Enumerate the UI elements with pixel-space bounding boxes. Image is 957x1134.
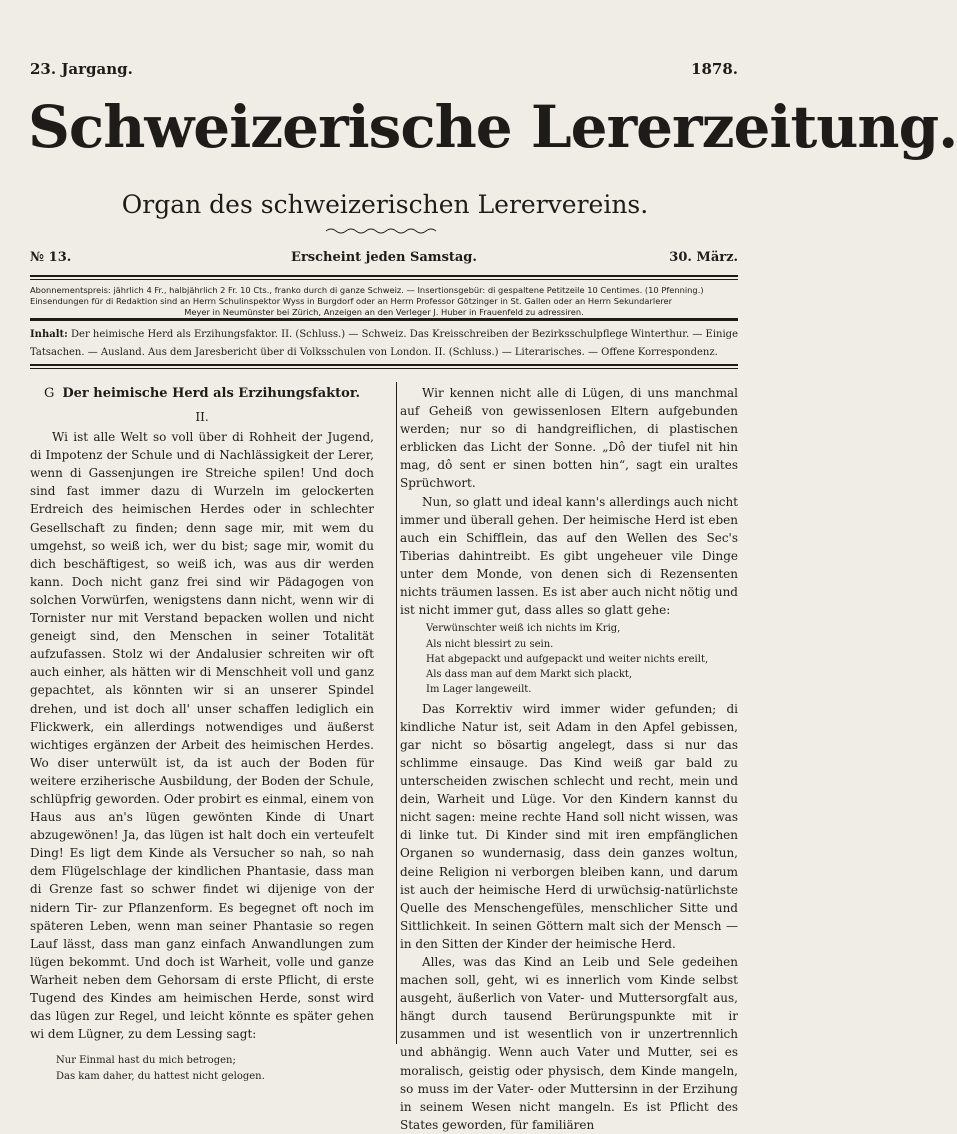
- verse-quote: [426, 621, 738, 697]
- year-label: 1878.: [691, 60, 738, 78]
- verse-line: Hat abgepackt und aufgepackt und weiter nichts ereilt,: [426, 653, 709, 665]
- article-part: II.: [195, 410, 209, 424]
- verse-line: Im Lager langeweilt.: [426, 684, 532, 696]
- verse-line: Nur Einmal hast du mich betrogen;: [56, 1055, 236, 1067]
- verse-quote: [56, 1053, 374, 1084]
- divider: [30, 279, 738, 280]
- notice-line: Meyer in Neumünster bei Zürich, Anzeigen an den Verleger J. Huber in Frauenfeld zu adressiren.: [184, 307, 584, 317]
- table-of-contents: [30, 326, 738, 362]
- issue-number: № 13.: [30, 250, 72, 265]
- divider: [30, 368, 738, 369]
- article-paragraph: Nun, so glatt und ideal kann's allerdings auch nicht immer und überall gehen. Der heimische Herd ist eben auch ein Schifflein, das auf den Wellen des Sec's Tiberias dahintreibt. Es gibt ungeheuer vile Dinge unter dem Monde, von denen sich di Rezensenten nichts träumen lassen. Es ist aber auch nicht nötig und ist nicht immer gut, dass alles so glatt gehe:: [400, 494, 738, 618]
- contents-label: Inhalt:: [30, 329, 68, 340]
- article-paragraph: Alles, was das Kind an Leib und Sele gedeihen machen soll, geht, wi es innerlich vom Kinde selbst ausgeht, äußerlich von Vater- und Muttersorgfalt aus, hängt durch tausend Berürungspunkte mit ir zusammen und ist wesentlich von ir unzertrennlich und abhängig. Wenn auch Vater und Mutter, sei es moralisch, geistig oder physisch, dem Kinde mangeln, so muss im der Vater- oder Muttersinn in der Erzihung in seinem Wesen nicht mangeln. Es ist Pflicht des States geworden, für familiären: [400, 955, 738, 1132]
- divider: [30, 318, 738, 321]
- contents-text: Der heimische Herd als Erzihungsfaktor. II. (Schluss.) — Schweiz. Das Kreisschreiben der Bezirksschulpflege Winterthur. — Einige Tatsachen. — Ausland. Aus dem Jaresbericht über di Volksschulen von London. II. (Schluss.) — Literarisches. — Offene Korrespondenz.: [30, 329, 738, 358]
- masthead-title: Schweizerische Lererzeitung.: [28, 93, 957, 161]
- article-title: Der heimische Herd als Erzihungsfaktor.: [62, 386, 361, 401]
- notice-line: Einsendungen für di Redaktion sind an Herrn Schulinspektor Wyss in Burgdorf oder an Herrn Professor Götzinger in St. Gallen oder an Herrn Sekundarlerer: [30, 296, 673, 306]
- article-column-left: [30, 384, 374, 1086]
- verse-line: Als dass man auf dem Markt sich plackt,: [426, 669, 633, 681]
- verse-line: Das kam daher, du hattest nicht gelogen.: [56, 1070, 265, 1082]
- article-paragraph: Wi ist alle Welt so voll über di Rohheit der Jugend, di Impotenz der Schule und di Nachlässigkeit der Lerer, wenn di Gassenjungen ire Streiche spilen! Und doch sind fast immer dazu di Wurzeln im gelockerten Erdreich des heimischen Herdes oder in schlechter Gesellschaft zu finden; denn sage mir, mit wem du umgehst, so weiß ich, wer du bist; sage mir, womit du dich beschäftigest, so weiß ich, was aus dir werden kann. Doch nicht ganz frei sind wir Pädagogen von solchen Vorwürfen, wenigstens dann nicht, wenn wir di Tornister nur mit Verstand bepacken wollen und nicht geneigt sind, den Menschen in seiner Totalität aufzufassen. Stolz wi der Andalusier schreiten wir oft auch einher, als hätten wir di Menschheit voll und ganz gepachtet, als könnten wir si an unserer Spindel drehen, und ist doch all' unser schaffen lediglich ein Flickwerk, ein allerdings notwendiges und äußerst wichtiges ergänzen der Arbeit des heimischen Herdes. Wo diser unterwült ist, da ist auch der Boden für weitere erziherische Ausbildung, der Boden der Schule, schlüpfrig geworden. Oder probirt es einmal, einem von Haus aus an's lügen gewönten Kinde di Unart abzugewönen! Ja, das lügen ist halt doch ein verteufelt Ding! Es ligt dem Kinde als Versucher so nah, so nah dem Flügelschlage der kindlichen Phantasie, dass man di Grenze fast so schwer findet wi dijenige von der nidern Tir- zur Pflanzenform. Es begegnet oft noch im späteren Leben, wenn man seiner Phantasie so regen Lauf lässt, dass man ganz einfach Anwandlungen zum lügen bekommt. Und doch ist Warheit, volle und ganze Warheit neben dem Gehorsam di erste Pflicht, di erste Tugend des Kindes am heimischen Herde, sonst wird das lügen zur Regel, und leicht könnte es später gehen wi dem Lügner, zu dem Lessing sagt:: [30, 430, 374, 1042]
- article-column-right: [400, 384, 738, 1134]
- article-paragraph: Wir kennen nicht alle di Lügen, di uns manchmal auf Geheiß von gewissenlosen Eltern aufgebunden werden; nur so di handgreiflichen, di plastischen erblicken das Licht der Sonne. „Dô der tiufel nit hin mag, dô sent er sinen botten hin“, sagt ein uraltes Sprüchwort.: [400, 386, 738, 491]
- divider: [30, 275, 738, 277]
- publication-frequency: Erscheint jeden Samstag.: [291, 250, 477, 265]
- verse-line: Als nicht blessirt zu sein.: [426, 638, 554, 650]
- header-top-line: [30, 60, 738, 80]
- masthead-subtitle: Organ des schweizerischen Lerervereins.: [121, 190, 649, 219]
- column-divider: [396, 382, 397, 1044]
- subscription-notice: [30, 285, 738, 318]
- issue-date: 30. März.: [669, 250, 738, 265]
- article-marker: G: [43, 386, 55, 401]
- article-paragraph: Das Korrektiv wird immer wider gefunden; di kindliche Natur ist, seit Adam in den Apfel gebissen, gar nicht so bösartig angelegt, dass si nur das schlimme einsauge. Das Kind weiß gar bald zu unterscheiden zwischen schlecht und recht, mein und dein, Warheit und Lüge. Vor den Kindern kannst du nicht sagen: meine rechte Hand soll nicht wissen, was di linke tut. Di Kinder sind mit iren empfänglichen Organen so wundernasig, dass dein ganzes woltun, deine Religion ni verborgen bleiben kann, und darum ist auch der heimische Herd di urwüchsig-natürlichste Quelle des Menschengefüles, menschlicher Sitte und Sittlichkeit. In seinen Göttern malt sich der Mensch — in den Sitten der Kinder der heimische Herd.: [400, 701, 738, 951]
- article-heading: [30, 384, 374, 404]
- notice-line: Abonnementspreis: jährlich 4 Fr., halbjährlich 2 Fr. 10 Cts., franko durch di ganze Schweiz. — Insertionsgebür: di gespaltene Petitzeile 10 Centimes. (10 Pfenning.): [30, 285, 704, 295]
- verse-line: Verwünschter weiß ich nichts im Krig,: [426, 623, 621, 635]
- ornament-wave-icon: [326, 226, 436, 236]
- issue-line: [30, 248, 738, 268]
- volume-label: 23. Jargang.: [30, 60, 133, 78]
- divider: [30, 364, 738, 366]
